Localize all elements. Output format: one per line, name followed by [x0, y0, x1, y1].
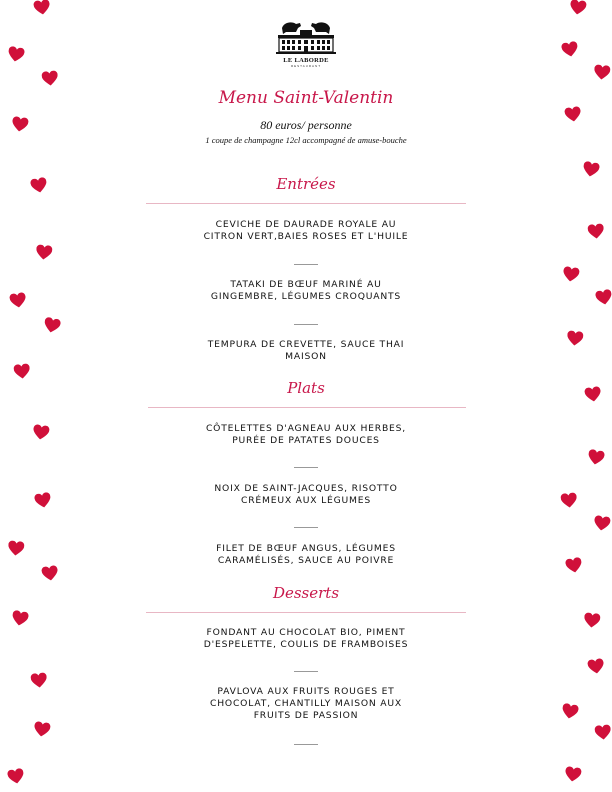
heart-icon — [595, 289, 612, 307]
heart-icon — [593, 64, 610, 81]
dish-line: PAVLOVA AUX FRUITS ROUGES ET — [217, 686, 395, 697]
dish-separator — [294, 467, 318, 468]
heart-icon — [41, 565, 59, 582]
heart-icon — [569, 0, 587, 16]
dish-separator — [294, 324, 318, 325]
heart-icon — [7, 768, 25, 786]
heart-icon — [594, 724, 611, 741]
dish-separator — [294, 671, 318, 672]
dish-line: PURÉE DE PATATES DOUCES — [232, 435, 380, 446]
dish-line: FONDANT AU CHOCOLAT BIO, PIMENT — [206, 627, 406, 638]
heart-icon — [32, 424, 50, 441]
heart-icon — [562, 266, 580, 283]
dish-entree-1 — [160, 219, 452, 243]
dish-line: NOIX DE SAINT-JACQUES, RISOTTO — [214, 483, 398, 494]
dish-line: CARAMÉLISÉS, SAUCE AU POIVRE — [217, 555, 395, 566]
dish-line: TATAKI DE BŒUF MARINÉ AU — [230, 279, 382, 290]
dish-line: CITRON VERT,BAIES ROSES ET L'HUILE — [203, 231, 409, 242]
heart-icon — [587, 223, 604, 240]
dish-line: FRUITS DE PASSION — [253, 710, 359, 721]
dish-line: FILET DE BŒUF ANGUS, LÉGUMES — [216, 543, 396, 554]
logo-name: LE LABORDE — [283, 57, 329, 64]
dish-line: GINGEMBRE, LÉGUMES CROQUANTS — [210, 291, 402, 302]
heart-icon — [7, 540, 24, 557]
section-divider — [146, 203, 466, 204]
heart-icon — [566, 330, 583, 347]
heart-icon — [587, 658, 605, 675]
chateau-logo-icon — [274, 18, 338, 56]
dish-line: D'ESPELETTE, COULIS DE FRAMBOISES — [203, 639, 409, 650]
dish-line: MAISON — [285, 351, 327, 362]
menu-subtitle: 1 coupe de champagne 12cl accompagné de amuse-bouche — [205, 135, 407, 145]
menu-price: 80 euros/ personne — [260, 118, 352, 132]
menu-title: Menu Saint-Valentin — [218, 88, 394, 108]
heart-icon — [30, 672, 47, 689]
heart-icon — [565, 557, 583, 575]
dish-line: TEMPURA DE CREVETTE, SAUCE THAI — [207, 339, 405, 350]
dish-separator — [294, 744, 318, 745]
heart-icon — [34, 492, 52, 510]
section-title-plats: Plats — [287, 379, 325, 397]
dish-entree-3 — [160, 339, 452, 363]
dish-line: CHOCOLAT, CHANTILLY MAISON AUX — [210, 698, 402, 709]
dish-line: CÔTELETTES D'AGNEAU AUX HERBES, — [205, 423, 407, 434]
section-title-entrees: Entrées — [276, 175, 336, 193]
heart-icon — [33, 0, 51, 16]
heart-icon — [560, 492, 577, 509]
logo-tagline: RESTAURANT — [290, 64, 322, 68]
dish-separator — [294, 527, 318, 528]
heart-icon — [33, 721, 51, 738]
heart-icon — [11, 610, 29, 628]
heart-icon — [41, 70, 58, 87]
dish-line: CRÉMEUX AUX LÉGUMES — [240, 495, 372, 506]
dish-plat-1 — [160, 423, 452, 447]
dish-separator — [294, 264, 318, 265]
dish-dessert-2 — [160, 686, 452, 722]
heart-icon — [43, 317, 62, 335]
dish-dessert-1 — [160, 627, 452, 651]
heart-icon — [564, 766, 582, 783]
heart-icon — [7, 46, 25, 64]
heart-icon — [561, 41, 579, 59]
dish-plat-2 — [160, 483, 452, 507]
dish-line: CEVICHE DE DAURADE ROYALE AU — [215, 219, 397, 230]
dish-plat-3 — [160, 543, 452, 567]
section-divider — [146, 612, 466, 613]
section-divider — [148, 407, 466, 408]
restaurant-logo — [272, 18, 340, 70]
heart-icon — [587, 449, 605, 467]
heart-icon — [35, 244, 52, 261]
heart-icon — [583, 612, 600, 629]
heart-icon — [593, 515, 611, 532]
section-title-desserts: Desserts — [272, 584, 340, 602]
heart-icon — [561, 703, 579, 721]
heart-icon — [9, 292, 27, 309]
heart-icon — [13, 363, 30, 380]
dish-entree-2 — [160, 279, 452, 303]
